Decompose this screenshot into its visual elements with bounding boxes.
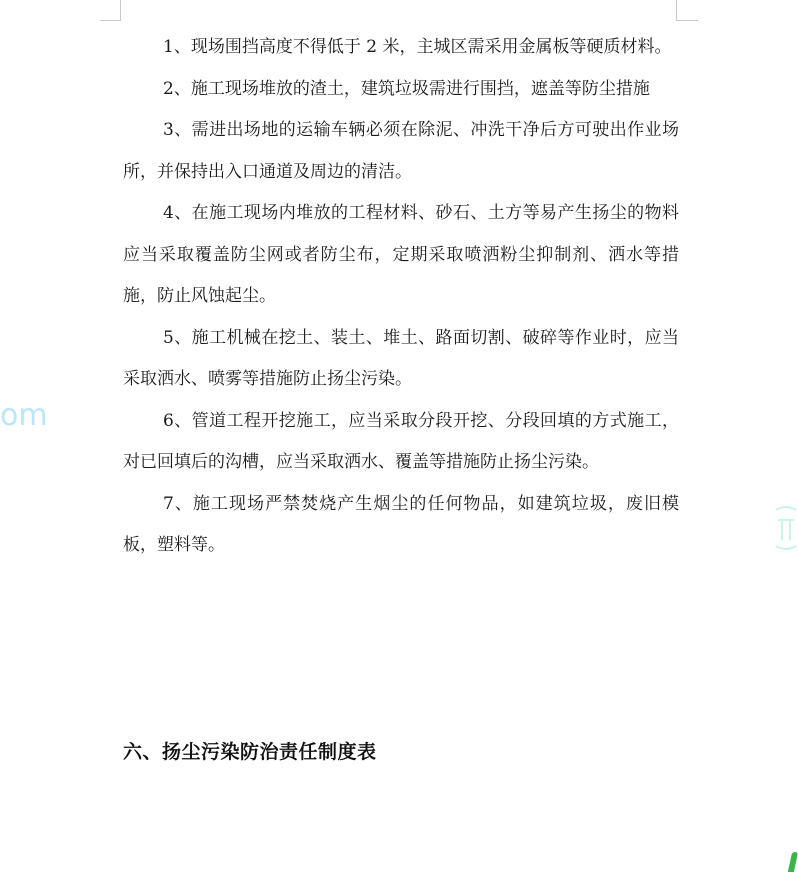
watermark-right-fragment [774, 500, 798, 560]
watermark-glyph-icon [774, 500, 798, 560]
paragraph-3: 3、需进出场地的运输车辆必须在除泥、冲洗干净后方可驶出作业场所，并保持出入口通道及周边的清洁。 [123, 120, 679, 182]
crop-mark-top-left-vertical [120, 0, 121, 20]
crop-mark-top-right-vertical [676, 0, 677, 20]
paragraph-1: 1、现场围挡高度不得低于 2 米，主城区需采用金属板等硬质材料。 [163, 37, 672, 57]
paragraph-4: 4、在施工现场内堆放的工程材料、砂石、土方等易产生扬尘的物料应当采取覆盖防尘网或者防尘布，定期采取喷洒粉尘抑制剂、洒水等措施，防止风蚀起尘。 [123, 203, 679, 306]
document-body [123, 27, 679, 567]
crop-mark-top-right-horizontal [676, 20, 698, 21]
section-heading: 六、扬尘污染防治责任制度表 [123, 741, 377, 763]
paragraph-2: 2、施工现场堆放的渣土，建筑垃圾需进行围挡，遮盖等防尘措施 [163, 78, 650, 99]
paragraph-7: 7、施工现场严禁焚烧产生烟尘的任何物品，如建筑垃圾，废旧模板，塑料等。 [123, 493, 679, 555]
paragraph-5: 5、施工机械在挖土、装土、堆土、路面切割、破碎等作业时，应当采取洒水、喷雾等措施防止扬尘污染。 [123, 327, 679, 389]
crop-mark-top-left-horizontal [100, 20, 121, 21]
watermark-left-fragment: om [0, 398, 48, 433]
corner-mark [788, 852, 798, 872]
paragraph-6: 6、管道工程开挖施工，应当采取分段开挖、分段回填的方式施工，对已回填后的沟槽，应当采取洒水、覆盖等措施防止扬尘污染。 [123, 410, 679, 472]
